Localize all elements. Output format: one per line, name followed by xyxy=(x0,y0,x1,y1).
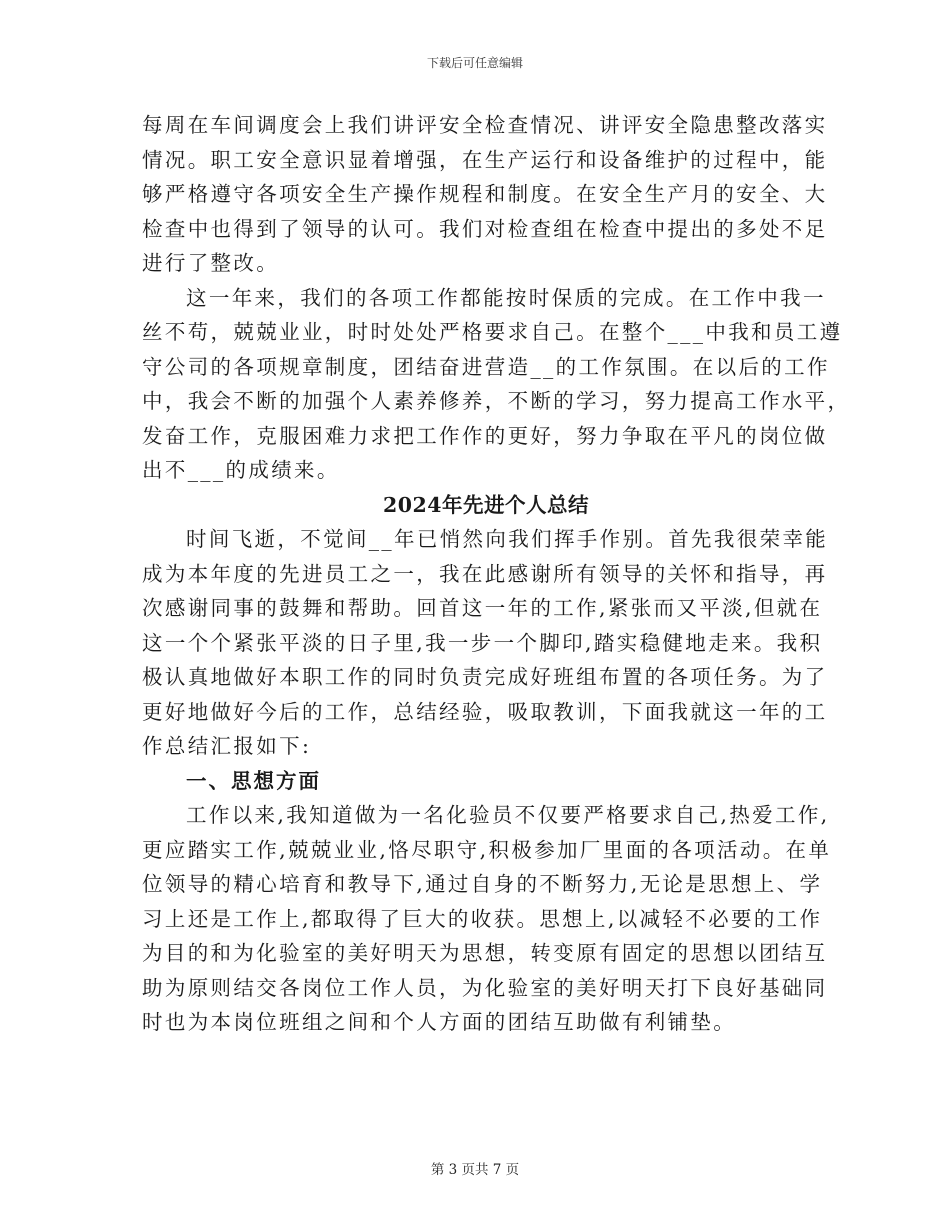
text-line: 中，我会不断的加强个人素养修养，不断的学习，努力提高工作水平， xyxy=(142,389,851,413)
text-line: 丝不苟，兢兢业业，时时处处严格要求自己。在整个___中我和员工遵 xyxy=(142,320,843,344)
paragraph xyxy=(142,281,851,488)
section-heading: 一、思想方面 xyxy=(186,768,321,793)
text-line: 这一年来，我们的各项工作都能按时保质的完成。在工作中我一 xyxy=(186,285,826,310)
text-line: 习上还是工作上,都取得了巨大的收获。思想上,以减轻不必要的工作 xyxy=(142,906,823,931)
text-line: 检查中也得到了领导的认可。我们对检查组在检查中提出的多处不足 xyxy=(142,216,828,241)
text-line: 情况。职工安全意识显着增强，在生产运行和设备维护的过程中，能 xyxy=(142,147,828,172)
text-line: 每周在车间调度会上我们讲评安全检查情况、讲评安全隐患整改落实 xyxy=(142,113,828,137)
text-line: 次感谢同事的鼓舞和帮助。回首这一年的工作,紧张而又平淡,但就在 xyxy=(142,596,823,620)
text-line: 出不___的成绩来。 xyxy=(142,458,340,482)
text-line: 位领导的精心培育和教导下,通过自身的不断努力,无论是思想上、学 xyxy=(142,872,823,896)
page-number: 第 3 页共 7 页 xyxy=(430,1162,520,1178)
paragraph xyxy=(142,798,832,1040)
text-line: 守公司的各项规章制度，团结奋进营造__的工作氛围。在以后的工作 xyxy=(142,354,830,379)
text-line: 更好地做好今后的工作，总结经验，吸取教训，下面我就这一年的工 xyxy=(142,699,828,724)
text-line: 成为本年度的先进员工之一，我在此感谢所有领导的关怀和指导，再 xyxy=(142,561,828,586)
text-line: 发奋工作，克服困难力求把工作作的更好，努力争取在平凡的岗位做 xyxy=(142,423,828,448)
text-line: 时间飞逝，不觉间__年已悄然向我们挥手作别。首先我很荣幸能 xyxy=(186,527,829,551)
text-line: 时也为本岗位班组之间和个人方面的团结互助做有利铺垫。 xyxy=(142,1010,737,1034)
text-line: 为目的和为化验室的美好明天为思想，转变原有固定的思想以团结互 xyxy=(142,941,828,965)
paragraph xyxy=(142,522,829,764)
text-line: 这一个个紧张平淡的日子里,我一步一个脚印,踏实稳健地走来。我积 xyxy=(142,630,823,655)
header-note: 下载后可任意编辑 xyxy=(426,56,523,70)
document-body xyxy=(142,108,851,1040)
text-line: 够严格遵守各项安全生产操作规程和制度。在安全生产月的安全、大 xyxy=(142,182,828,206)
document-title: 2024年先进个人总结 xyxy=(382,492,590,517)
text-line: 工作以来,我知道做为一名化验员不仅要严格要求自己,热爱工作, xyxy=(186,803,830,827)
text-line: 极认真地做好本职工作的同时负责完成好班组布置的各项任务。为了 xyxy=(142,665,828,689)
text-line: 作总结汇报如下: xyxy=(142,734,312,758)
paragraph xyxy=(142,108,828,281)
text-line: 更应踏实工作,兢兢业业,恪尽职守,积极参加厂里面的各项活动。在单 xyxy=(142,837,832,862)
text-line: 进行了整改。 xyxy=(142,251,280,275)
text-line: 助为原则结交各岗位工作人员，为化验室的美好明天打下良好基础同 xyxy=(142,975,828,1000)
